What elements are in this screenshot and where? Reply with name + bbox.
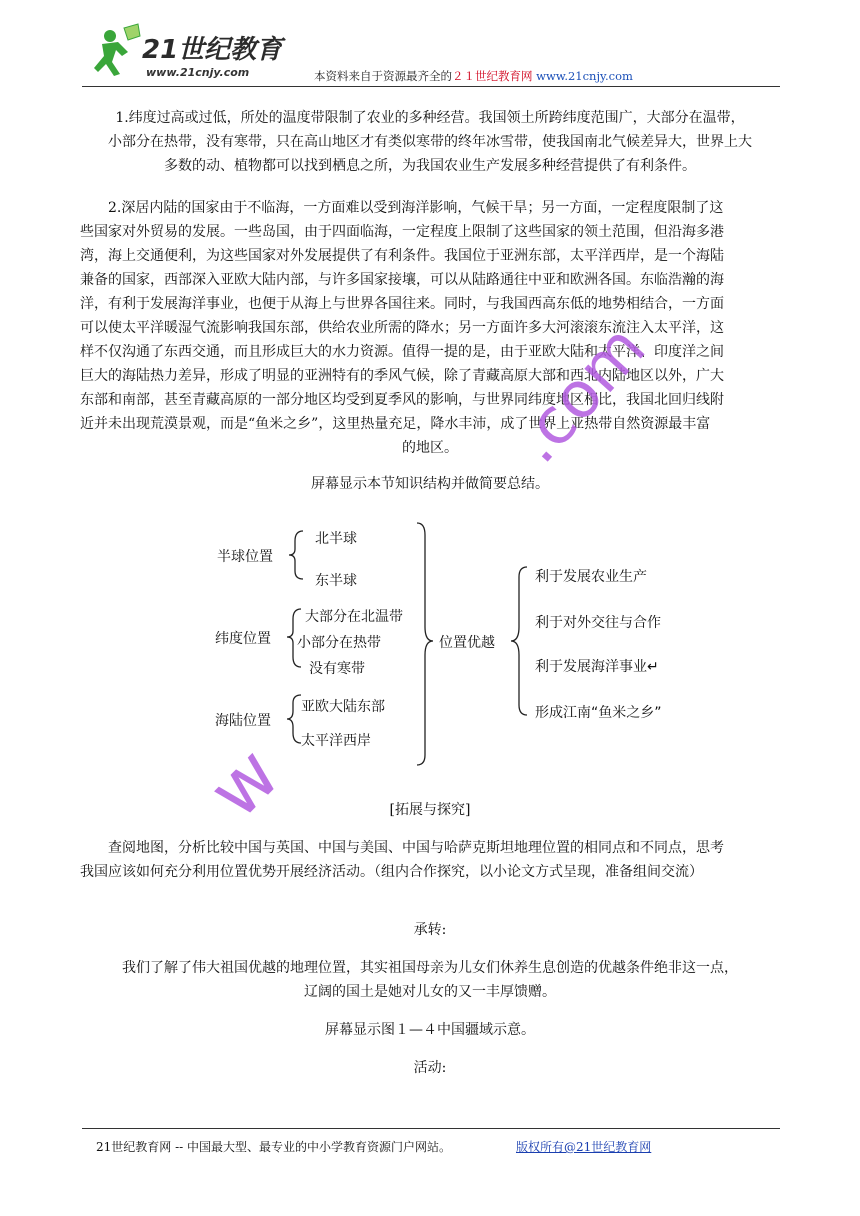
result-agriculture: 利于发展农业生产 bbox=[535, 569, 647, 585]
text-line: 的地区。 bbox=[402, 440, 458, 456]
header-source-url[interactable]: www.21cnjy.com bbox=[536, 69, 633, 83]
paragraph-5 bbox=[80, 956, 780, 1004]
site-logo bbox=[88, 22, 288, 82]
text-line: 些国家对外贸易的发展。一些岛国，由于四面临海，一定程度上限制了这些国家的领土范围，但沿海多港 bbox=[80, 224, 724, 240]
text-line: 2.深居内陆的国家由于不临海，一方面难以受到海洋影响，气候干旱；另一方面，一定程度限制了这 bbox=[108, 200, 724, 216]
label-hemisphere: 半球位置 bbox=[217, 549, 273, 565]
item-no-frigid: 没有寒带 bbox=[309, 661, 365, 677]
footer-divider bbox=[82, 1128, 780, 1129]
footer-site-description: 21世纪教育网 -- 中国最大型、最专业的中小学教育资源门户网站。 bbox=[96, 1140, 452, 1154]
header-source-prefix: 本资料来自于资源最齐全的 bbox=[314, 69, 452, 83]
result-exchange: 利于对外交往与合作 bbox=[535, 615, 661, 631]
footer-copyright-link[interactable]: 版权所有@21世纪教育网 bbox=[516, 1140, 652, 1154]
header-divider bbox=[82, 86, 780, 87]
transition-label: 承转: bbox=[413, 922, 447, 938]
text-line: 巨大的海陆热力差异，形成了明显的亚洲特有的季风气候，除了青藏高原大部和西北内陆地区以外，广大 bbox=[80, 368, 724, 384]
header-source-line bbox=[314, 68, 633, 84]
text-line: 我国应该如何充分利用位置优势开展经济活动。（组内合作探究，以小论文方式呈现，准备组间交流） bbox=[80, 864, 703, 880]
item-partly-tropical: 小部分在热带 bbox=[297, 635, 381, 651]
paragraph-2 bbox=[80, 196, 780, 460]
result-fish-rice: 形成江南“鱼米之乡” bbox=[535, 705, 662, 721]
brace-main bbox=[417, 523, 433, 765]
text-line: 样不仅沟通了东西交通，而且形成巨大的水力资源。值得一提的是，由于亚欧大陆和太平洋、印度洋之间 bbox=[80, 344, 724, 360]
text-line: 小部分在热带，没有寒带，只在高山地区才有类似寒带的终年冰雪带，使我国南北气候差异大，世界上大 bbox=[108, 134, 752, 150]
diagram-intro: 屏幕显示本节知识结构并做简要总结。 bbox=[311, 476, 549, 492]
activity-label: 活动: bbox=[413, 1060, 447, 1076]
item-west-pacific: 太平洋西岸 bbox=[301, 733, 371, 749]
extension-title: [拓展与探究] bbox=[389, 802, 471, 818]
item-east-hemisphere: 东半球 bbox=[315, 573, 357, 589]
text-line: 1.纬度过高或过低，所处的温度带限制了农业的多种经营。我国领土所跨纬度范围广，大部分在温带， bbox=[115, 110, 745, 126]
runner-icon bbox=[94, 24, 140, 76]
figure-caption: 屏幕显示图１—４中国疆域示意。 bbox=[325, 1022, 535, 1038]
text-line: 辽阔的国土是她对儿女的又一丰厚馈赠。 bbox=[304, 984, 556, 1000]
item-mostly-temperate: 大部分在北温带 bbox=[305, 609, 403, 625]
text-line: 东部和南部，甚至青藏高原的一部分地区均受到夏季风的影响，与世界同纬度地区相比，我国北回归线附 bbox=[80, 392, 724, 408]
item-north-hemisphere: 北半球 bbox=[315, 531, 357, 547]
header-source-brand[interactable]: ２１世纪教育网 bbox=[452, 69, 533, 83]
logo-subtext: www.21cnjy.com bbox=[146, 66, 250, 79]
item-east-eurasia: 亚欧大陆东部 bbox=[301, 699, 385, 715]
text-line: 兼备的国家，西部深入亚欧大陆内部，与许多国家接壤，可以从陆路通往中亚和欧洲各国。东临浩瀚的海 bbox=[80, 272, 724, 288]
watermark-w: w bbox=[192, 731, 297, 835]
label-latitude: 纬度位置 bbox=[215, 631, 271, 647]
watermark-com: .com bbox=[500, 311, 661, 478]
label-sea-land: 海陆位置 bbox=[215, 713, 271, 729]
logo-text: 21世纪教育 bbox=[142, 35, 283, 65]
text-line: 我们了解了伟大祖国优越的地理位置，其实祖国母亲为儿女们休养生息创造的优越条件绝非这一点， bbox=[122, 960, 738, 976]
text-line: 湾，海上交通便利，为这些国家对外发展提供了有利条件。我国位于亚洲东部，太平洋西岸，是一个海陆 bbox=[80, 248, 724, 264]
brace-sea-land bbox=[287, 695, 301, 743]
brace-results bbox=[511, 567, 527, 715]
center-advantage: 位置优越 bbox=[439, 635, 495, 651]
text-line: 多数的动、植物都可以找到栖息之所，为我国农业生产发展多种经营提供了有利条件。 bbox=[164, 158, 696, 174]
text-line: 查阅地图，分析比较中国与英国、中国与美国、中国与哈萨克斯坦地理位置的相同点和不同点，思考 bbox=[108, 840, 724, 856]
result-marine: 利于发展海洋事业↵ bbox=[535, 659, 659, 675]
paragraph-1 bbox=[80, 106, 780, 178]
text-line: 近并未出现荒漠景观，而是“鱼米之乡”，这里热量充足，降水丰沛，成了世界上亚热带自然资源最丰富 bbox=[80, 416, 711, 432]
text-line: 可以使太平洋暖湿气流影响我国东部，供给农业所需的降水；另一方面许多大河滚滚东流注入太平洋，这 bbox=[80, 320, 724, 336]
text-line: 洋，有利于发展海洋事业，也便于从海上与世界各国往来。同时，与我国西高东低的地势相结合，一方面 bbox=[80, 296, 724, 312]
knowledge-structure-diagram bbox=[205, 515, 695, 775]
brace-hemisphere bbox=[289, 531, 303, 579]
paragraph-4 bbox=[80, 836, 780, 884]
